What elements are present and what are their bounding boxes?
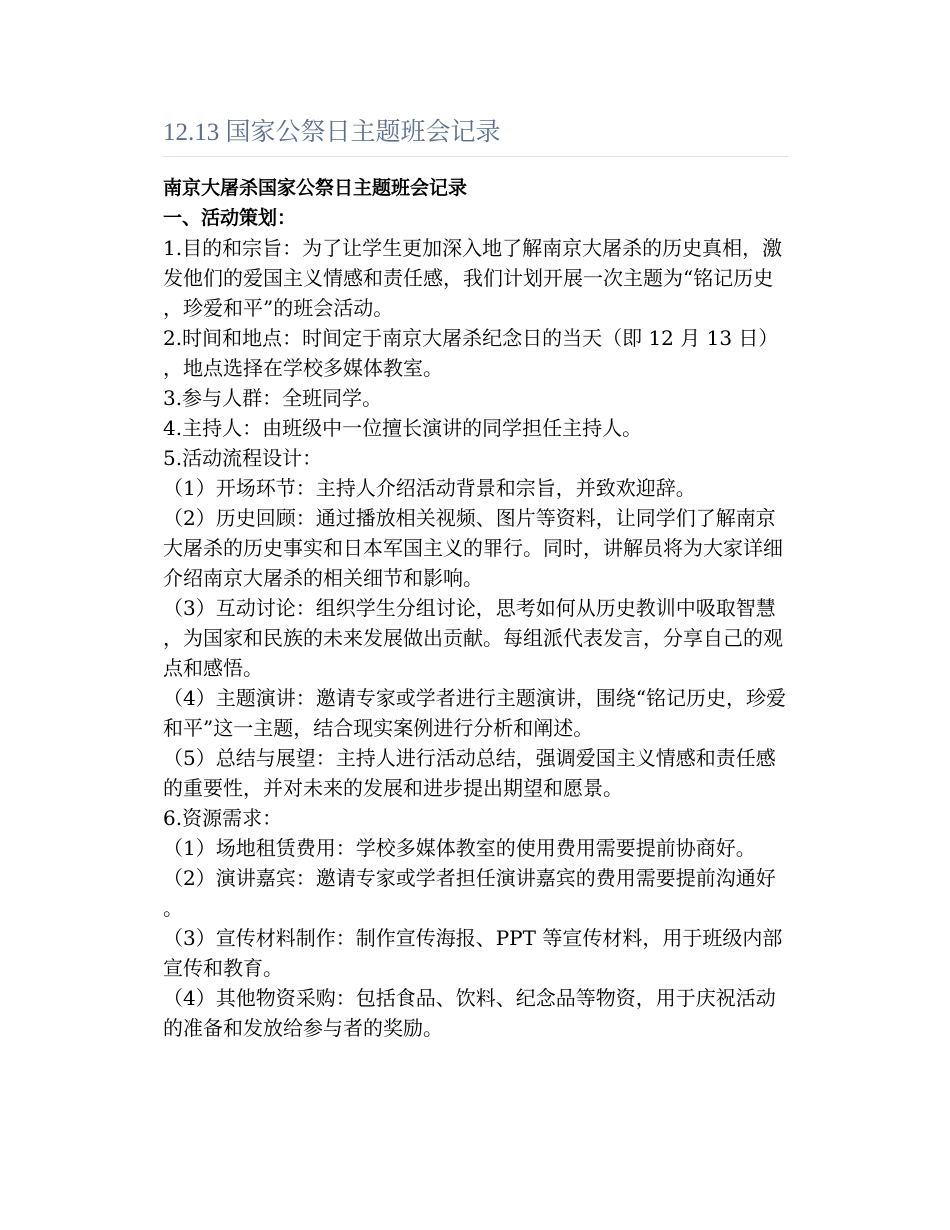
paragraph: 2.时间和地点：时间定于南京大屠杀纪念日的当天（即 12 月 13 日），地点选择在学校多媒体教室。 [163, 326, 769, 380]
paragraph: 3.参与人群：全班同学。 [163, 386, 383, 410]
paragraph: 5.活动流程设计： [163, 446, 323, 470]
paragraph: （1）场地租赁费用：学校多媒体教室的使用费用需要提前协商好。 [163, 836, 756, 860]
paragraph: 6.资源需求： [163, 806, 283, 830]
paragraph: 1.目的和宗旨：为了让学生更加深入地了解南京大屠杀的历史真相，激发他们的爱国主义情感和责任感，我们计划开展一次主题为“铭记历史，珍爱和平”的班会活动。 [163, 236, 783, 320]
paragraph: （2）历史回顾：通过播放相关视频、图片等资料，让同学们了解南京大屠杀的历史事实和日本军国主义的罪行。同时，讲解员将为大家详细介绍南京大屠杀的相关细节和影响。 [163, 506, 783, 590]
paragraph: （4）其他物资采购：包括食品、饮料、纪念品等物资，用于庆祝活动的准备和发放给参与者的奖励。 [163, 986, 776, 1040]
document-title: 12.13 国家公祭日主题班会记录 [163, 119, 501, 146]
paragraph: （3）互动讨论：组织学生分组讨论，思考如何从历史教训中吸取智慧，为国家和民族的未来发展做出贡献。每组派代表发言，分享自己的观点和感悟。 [163, 596, 783, 680]
paragraph: （1）开场环节：主持人介绍活动背景和宗旨，并致欢迎辞。 [163, 476, 696, 500]
paragraph: （2）演讲嘉宾：邀请专家或学者担任演讲嘉宾的费用需要提前沟通好。 [163, 866, 776, 920]
title-divider [163, 156, 788, 157]
paragraph: 4.主持人：由班级中一位擅长演讲的同学担任主持人。 [163, 416, 643, 440]
paragraph: （4）主题演讲：邀请专家或学者进行主题演讲，围绕“铭记历史，珍爱和平”这一主题，结合现实案例进行分析和阐述。 [163, 686, 786, 740]
document-body [163, 173, 788, 1043]
document-page [163, 112, 788, 1043]
document-heading: 南京大屠杀国家公祭日主题班会记录 [163, 177, 468, 199]
paragraph: （5）总结与展望：主持人进行活动总结，强调爱国主义情感和责任感的重要性，并对未来的发展和进步提出期望和愿景。 [163, 746, 776, 800]
section-heading: 一、活动策划： [163, 207, 297, 229]
paragraph: （3）宣传材料制作：制作宣传海报、PPT 等宣传材料，用于班级内部宣传和教育。 [163, 926, 783, 980]
